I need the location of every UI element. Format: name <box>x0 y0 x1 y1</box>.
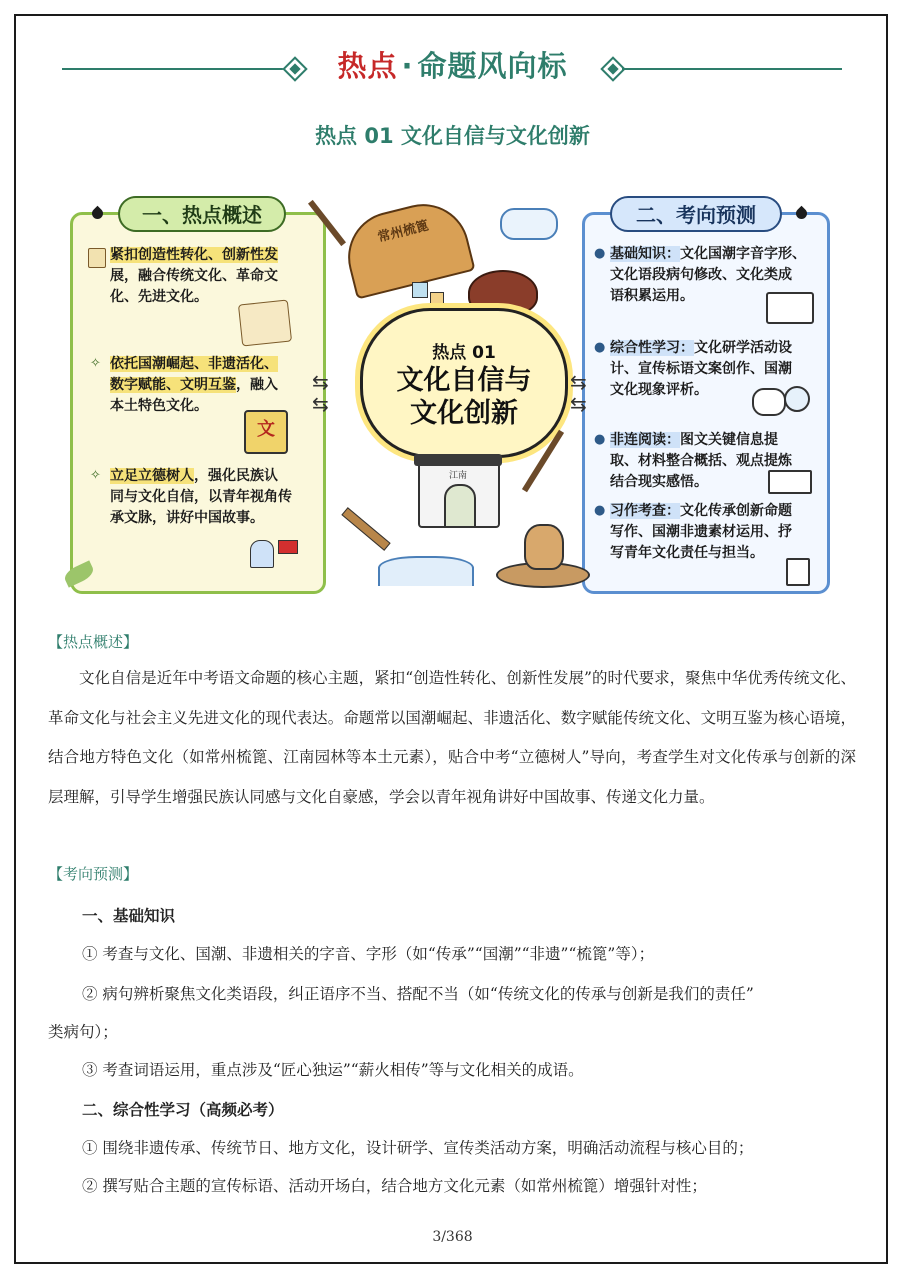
chat-bubble-icon <box>752 388 786 416</box>
title-green: 命题风向标 <box>417 49 568 83</box>
overview-item-1: 紧扣创造性转化、创新性发 展，融合传统文化、革命文 化、先进文化。 <box>110 247 278 305</box>
comb-label: 常州梳篦 <box>376 218 431 246</box>
prediction-panel-title: 二、考向预测 <box>610 196 782 232</box>
red-flag-icon <box>278 540 298 554</box>
tile-square-icon <box>412 282 428 298</box>
scroll-icon <box>88 248 106 268</box>
chip-icon: 文 <box>244 410 288 454</box>
title-red: 热点 <box>337 49 398 83</box>
basic-item-3: ③ 考查词语运用，重点涉及“匠心独运”“薪火相传”等与文化相关的成语。 <box>82 1061 584 1079</box>
wave-pattern-icon <box>378 556 474 586</box>
section-label-overview: 【热点概述】 <box>48 633 139 651</box>
book-icon <box>766 292 814 324</box>
prediction-item-4: 习作考查：文化传承创新命题 写作、国潮非遗素材运用、抒 写青年文化责任与担当。 <box>610 503 792 561</box>
student-flag-icon <box>250 540 274 568</box>
cloud-pattern-icon <box>500 208 558 240</box>
tile-square-icon <box>430 292 444 306</box>
document-scroll-icon <box>238 300 292 347</box>
basic-item-2: ② 病句辨析聚焦文化类语段，纠正语序不当、搭配不当（如“传统文化的传承与创新是我们的责任” <box>82 985 754 1003</box>
page-number: 3/368 <box>432 1229 473 1245</box>
comprehensive-item-1: ① 围绕非遗传承、传统节日、地方文化，设计研学、宣传类活动方案，明确活动流程与核心目的； <box>82 1139 754 1157</box>
drop-bullet-icon: ● <box>594 246 606 261</box>
page-title <box>0 44 905 85</box>
drop-bullet-icon: ● <box>594 432 606 447</box>
comprehensive-item-2: ② 撰写贴合主题的宣传标语、活动开场白，结合地方文化元素（如常州梳篦）增强针对性； <box>82 1177 707 1195</box>
arrow-right-icon: ⇆ <box>570 370 587 394</box>
overview-item-2: 依托国潮崛起、非遗活化、 数字赋能、文明互鉴，融入 本土特色文化。 <box>110 356 278 414</box>
overview-item-3: 立足立德树人，强化民族认 同与文化自信，以青年视角传 承文脉，讲好中国故事。 <box>110 468 292 526</box>
sparkle-icon: ✧ <box>90 356 101 371</box>
drop-bullet-icon: ● <box>594 340 606 355</box>
heading-comprehensive: 二、综合性学习（高频必考） <box>82 1100 284 1119</box>
pen-paper-icon <box>786 558 810 586</box>
pottery-vase-illustration <box>524 524 564 570</box>
basic-item-1: ① 考查与文化、国潮、非遗相关的字音、字形（如“传承”“国潮”“非遗”“梳篦”等）； <box>82 945 655 963</box>
newspaper-icon <box>768 470 812 494</box>
garden-gate-illustration <box>418 462 500 528</box>
overview-panel-title: 一、热点概述 <box>118 196 286 232</box>
prediction-item-1: 基础知识：文化国潮字音字形、 文化语段病句修改、文化类成 语积累运用。 <box>610 246 806 304</box>
prediction-item-3: 非连阅读：图文关键信息提 取、材料整合概括、观点提炼 结合现实感悟。 <box>610 432 792 490</box>
title-dot: · <box>401 49 414 83</box>
center-cloud-title: 文化自信与 文化创新 <box>396 365 532 429</box>
arrow-right-icon: ⇆ <box>312 370 329 394</box>
prediction-item-2: 综合性学习：文化研学活动设 计、宣传标语文案创作、国潮 文化现象评析。 <box>610 340 792 398</box>
basic-item-2-cont: 类病句）； <box>48 1023 118 1041</box>
sparkle-icon: ✧ <box>90 468 101 483</box>
page-subtitle: 热点 01 文化自信与文化创新 <box>315 124 590 148</box>
heading-basic: 一、基础知识 <box>82 906 176 925</box>
arrow-left-icon: ⇆ <box>312 392 329 416</box>
section-label-prediction: 【考向预测】 <box>48 865 139 883</box>
arrow-left-icon: ⇆ <box>570 392 587 416</box>
overview-paragraph: 文化自信是近年中考语文命题的核心主题，紧扣“创造性转化、创新性发展”的时代要求，聚焦中华优秀传统文化、革命文化与社会主义先进文化的现代表达。命题常以国潮崛起、非遗活化、数字赋能传统文化、文明互鉴为核心语境，结合地方特色文化（如常州梳篦、江南园林等本土元素），贴合中考“立德树人”导向，考查学生对文化传承与创新的深层理解，引导学生增强民族认同感与文化自豪感，学会以青年视角讲好中国故事、传递文化力量。 <box>48 669 856 806</box>
drop-bullet-icon: ● <box>594 503 606 518</box>
gate-plaque: 江南 <box>448 471 467 481</box>
magnifier-icon <box>784 386 810 412</box>
center-cloud-sub: 热点 01 <box>432 343 496 363</box>
